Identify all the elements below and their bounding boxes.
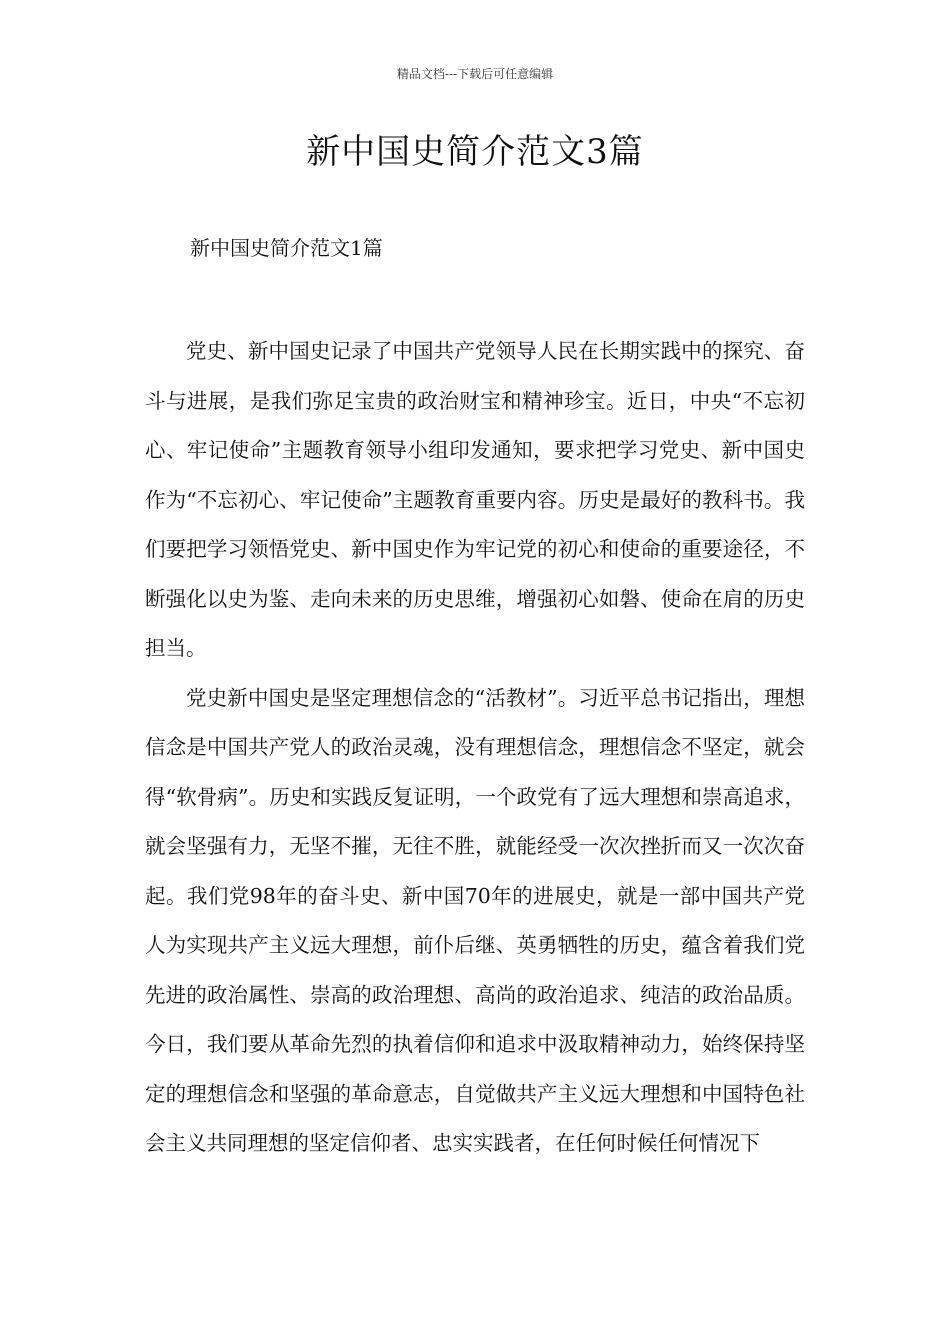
paragraph-1: 党史、新中国史记录了中国共产党领导人民在长期实践中的探究、奋斗与进展，是我们弥足宝贵的政治财宝和精神珍宝。近日，中央“不忘初心、牢记使命”主题教育领导小组印发通知，要求把学习党史、新中国史作为“不忘初心、牢记使命”主题教育重要内容。历史是最好的教科书。我们要把学习领悟党史、新中国史作为牢记党的初心和使命的重要途径，不断强化以史为鉴、走向未来的历史思维，增强初心如磐、使命在肩的历史担当。 — [145, 339, 805, 660]
header-note: 精品文档---下载后可任意编辑 — [396, 67, 554, 81]
paragraph-2: 党史新中国史是坚定理想信念的“活教材”。习近平总书记指出，理想信念是中国共产党人的政治灵魂，没有理想信念，理想信念不坚定，就会得“软骨病”。历史和实践反复证明，一个政党有了远大理想和崇高追求，就会坚强有力，无坚不摧，无往不胜，就能经受一次次挫折而又一次次奋起。我们党98年的奋斗史、新中国70年的进展史，就是一部中国共产党人为实现共产主义远大理想，前仆后继、英勇牺牲的历史，蕴含着我们党先进的政治属性、崇高的政治理想、高尚的政治追求、纯洁的政治品质。今日，我们要从革命先烈的执着信仰和追求中汲取精神动力，始终保持坚定的理想信念和坚强的革命意志，自觉做共产主义远大理想和中国特色社会主义共同理想的坚定信仰者、忠实实践者，在任何时候任何情况下 — [145, 685, 805, 1155]
document-body — [145, 327, 805, 1169]
document-title: 新中国史简介范文3篇 — [306, 132, 644, 172]
section-heading: 新中国史简介范文1篇 — [190, 236, 383, 260]
